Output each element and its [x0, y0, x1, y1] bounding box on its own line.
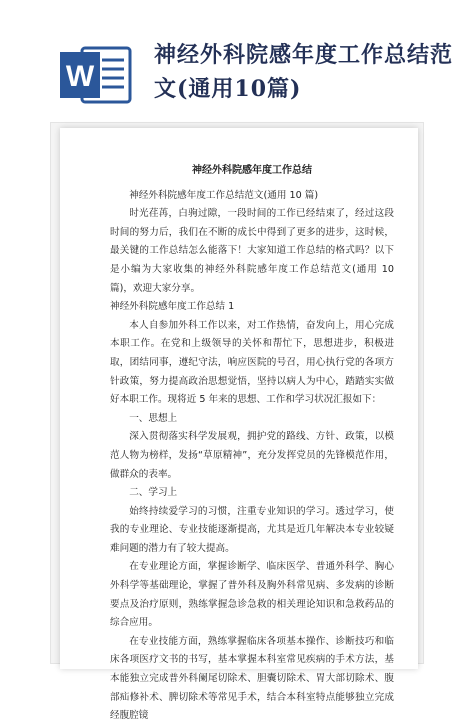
- document-paragraph: 在专业技能方面，熟练掌握临床各项基本操作、诊断技巧和临床各项医疗文书的书写，基本掌握本科室常见疾病的手术方法，基本能独立完成普外科阑尾切除术、胆囊切除术、胃大部切除术、腹部疝修补术、脾切除术等常见手术，结合本科室特点能够独立完成经腹腔镜: [110, 635, 394, 722]
- page-title: 神经外科院感年度工作总结范文(通用10篇): [154, 42, 454, 102]
- document-title: 神经外科院感年度工作总结: [192, 165, 312, 176]
- section-heading: 神经外科院感年度工作总结 1: [110, 301, 235, 313]
- page-header: [0, 0, 474, 116]
- document-body: [110, 162, 394, 726]
- document-paragraph: 时光荏苒，白驹过隙，一段时间的工作已经结束了，经过这段时间的努力后，我们在不断的成长中得到了更多的进步，这时候，最关键的工作总结怎么能落下！大家知道工作总结的格式吗？以下是小编为大家收集的神经外科院感年度工作总结范文(通用 10 篇)，欢迎大家分享。: [110, 208, 394, 294]
- document-paragraph: 神经外科院感年度工作总结范文(通用 10 篇): [129, 189, 319, 201]
- subsection-heading: 二、学习上: [129, 487, 178, 499]
- subsection-heading: 一、思想上: [129, 412, 178, 424]
- document-paragraph: 在专业理论方面，掌握诊断学、临床医学、普通外科学、胸心外科学等基础理论，掌握了普外科及胸外科常见病、多发病的诊断要点及治疗原则，熟练掌握急诊急救的相关理论知识和急救药品的综合应用。: [110, 561, 394, 629]
- word-icon-letter: W: [65, 60, 95, 93]
- document-paragraph: 始终持续爱学习的习惯，注重专业知识的学习。透过学习，使我的专业理论、专业技能逐渐提高，尤其是近几年解决本专业较疑难问题的潜力有了较大提高。: [110, 505, 394, 554]
- document-paragraph: 深入贯彻落实科学发展观，拥护党的路线、方针、政策，以模范人物为榜样，发扬“草原精神”，充分发挥党员的先锋模范作用，做群众的表率。: [110, 431, 394, 480]
- document-paragraph: 本人自参加外科工作以来，对工作热情，奋发向上，用心完成本职工作。在党和上级领导的关怀和帮忙下，思想进步，积极进取，团结同事，遵纪守法，响应医院的号召，用心执行党的各项方针政策，努力提高政治思想觉悟，坚持以病人为中心，踏踏实实做好本职工作。现将近 5 年来的思想、工作和学习状况汇报如下：: [110, 319, 394, 406]
- word-icon: [58, 44, 134, 106]
